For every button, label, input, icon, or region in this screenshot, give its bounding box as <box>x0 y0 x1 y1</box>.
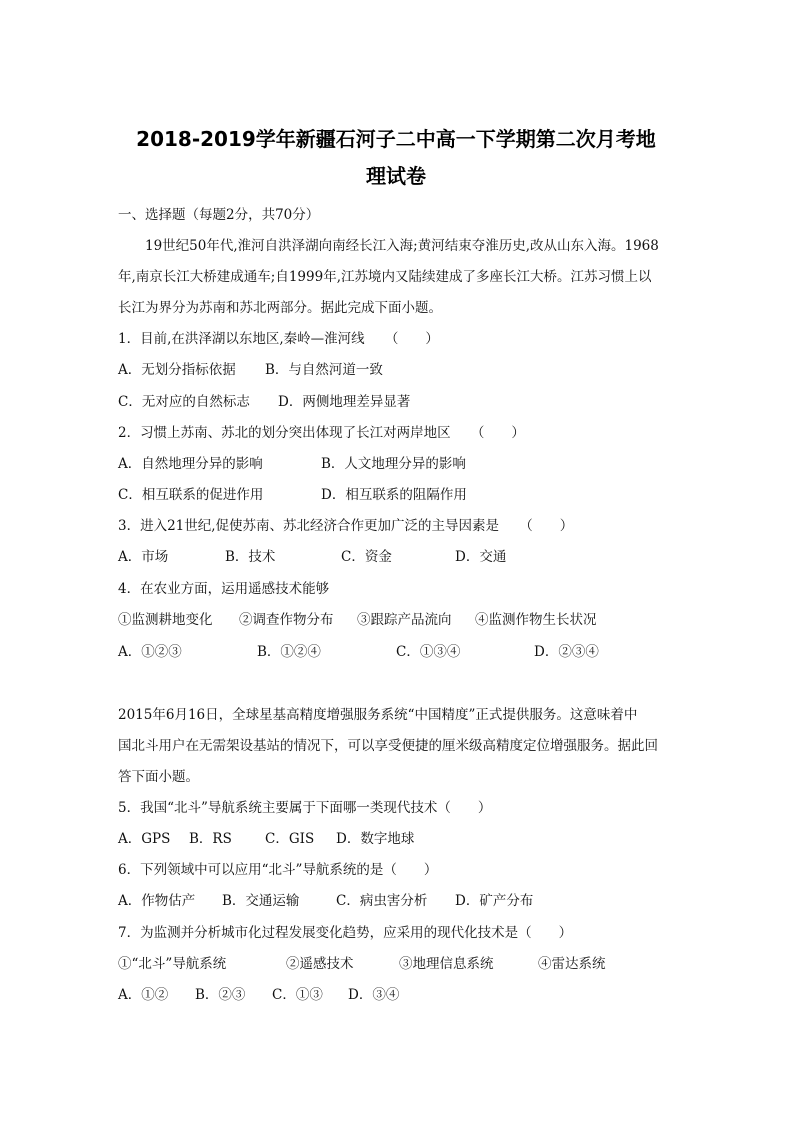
option-c[interactable]: C．GIS <box>265 831 315 847</box>
passage-1-line-1: 19世纪50年代,淮河自洪泽湖向南经长江入海;黄河结束夺淮历史,改从山东入海。1968 <box>118 238 659 254</box>
option-b[interactable]: B．技术 <box>225 549 276 565</box>
question-4-stem: 4．在农业方面，运用遥感技术能够 <box>118 581 330 597</box>
item-3: ③跟踪产品流向 <box>357 612 452 628</box>
passage-2-line-1: 2015年6月16日，全球星基高精度增强服务系统“中国精度”正式提供服务。这意味着中 <box>118 707 638 723</box>
option-b[interactable]: B．人文地理分异的影响 <box>321 456 466 472</box>
option-c[interactable]: C．无对应的自然标志 <box>118 394 250 410</box>
option-a[interactable]: A．自然地理分异的影响 <box>118 456 263 472</box>
option-d[interactable]: D．两侧地理差异显著 <box>278 394 411 410</box>
exam-title-line-1: 2018-2019学年新疆石河子二中高一下学期第二次月考地 <box>136 127 656 151</box>
option-d[interactable]: D．矿产分布 <box>455 893 534 909</box>
option-d[interactable]: D．②③④ <box>534 644 599 660</box>
option-a[interactable]: A．作物估产 <box>118 893 196 909</box>
item-1: ①“北斗”导航系统 <box>118 956 227 972</box>
question-1-stem: 1．目前,在洪泽湖以东地区,秦岭—淮河线 （ ） <box>118 331 439 347</box>
question-2-stem: 2．习惯上苏南、苏北的划分突出体现了长江对两岸地区 （ ） <box>118 425 525 441</box>
option-b[interactable]: B．与自然河道一致 <box>265 362 383 378</box>
option-c[interactable]: C．相互联系的促进作用 <box>118 487 264 503</box>
passage-1-line-3: 长江为界分为苏南和苏北两部分。据此完成下面小题。 <box>118 300 442 316</box>
passage-2-line-2: 国北斗用户在无需架设基站的情况下，可以享受便捷的厘米级高精度定位增强服务。据此回 <box>118 738 658 754</box>
question-7-stem: 7．为监测并分析城市化过程发展变化趋势，应采用的现代化技术是（ ） <box>118 925 573 941</box>
option-c[interactable]: C．资金 <box>341 549 392 565</box>
item-4: ④雷达系统 <box>538 956 606 972</box>
exam-title-line-2: 理试卷 <box>366 164 426 188</box>
item-1: ①监测耕地变化 <box>118 612 213 628</box>
option-b[interactable]: B．交通运输 <box>222 893 300 909</box>
option-d[interactable]: D．相互联系的阻隔作用 <box>321 487 467 503</box>
option-a[interactable]: A．①②③ <box>118 644 182 660</box>
option-c[interactable]: C．①③④ <box>396 644 461 660</box>
item-2: ②遥感技术 <box>286 956 354 972</box>
question-3-stem: 3．进入21世纪,促使苏南、苏北经济合作更加广泛的主导因素是 （ ） <box>118 518 574 534</box>
item-2: ②调查作物分布 <box>239 612 334 628</box>
option-c[interactable]: C．病虫害分析 <box>336 893 428 909</box>
option-a[interactable]: A．①② <box>118 987 169 1003</box>
option-d[interactable]: D．数字地球 <box>336 831 415 847</box>
question-5-stem: 5．我国“北斗”导航系统主要属于下面哪一类现代技术（ ） <box>118 800 492 816</box>
option-a[interactable]: A．GPS <box>118 831 171 847</box>
option-b[interactable]: B．RS <box>189 831 232 847</box>
option-a[interactable]: A．无划分指标依据 <box>118 362 236 378</box>
option-c[interactable]: C．①③ <box>272 987 323 1003</box>
option-a[interactable]: A．市场 <box>118 549 169 565</box>
option-d[interactable]: D．③④ <box>348 987 400 1003</box>
passage-2-line-3: 答下面小题。 <box>118 769 199 785</box>
passage-1-line-2: 年,南京长江大桥建成通车;自1999年,江苏境内又陆续建成了多座长江大桥。江苏习惯上以 <box>118 269 652 285</box>
item-4: ④监测作物生长状况 <box>475 612 597 628</box>
item-3: ③地理信息系统 <box>399 956 494 972</box>
option-d[interactable]: D．交通 <box>455 549 507 565</box>
option-b[interactable]: B．①②④ <box>257 644 321 660</box>
section-heading: 一、选择题（每题2分，共70分） <box>118 207 320 223</box>
option-b[interactable]: B．②③ <box>195 987 246 1003</box>
question-6-stem: 6．下列领域中可以应用“北斗”导航系统的是（ ） <box>118 862 438 878</box>
